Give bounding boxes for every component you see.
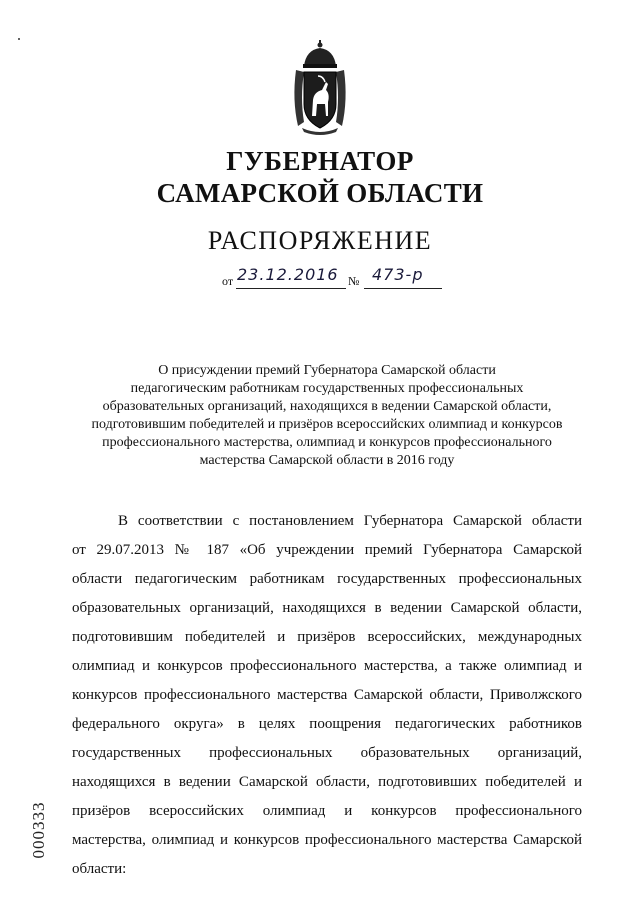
- number-underline: [364, 288, 442, 289]
- registry-stamp: [29, 790, 49, 870]
- subject-line: О присуждении премий Губернатора Самарской области: [158, 363, 496, 378]
- subject-line: подготовившим победителей и призёров всероссийских олимпиад и конкурсов: [91, 417, 563, 432]
- document-body: [72, 507, 582, 884]
- body-line: федерального округа» в целях поощрения педагогических работников: [72, 716, 582, 732]
- scan-speck: [18, 38, 20, 40]
- body-line: области педагогическим работникам государственных профессиональных: [72, 571, 582, 587]
- body-line: олимпиад и конкурсов профессионального мастерства, а также олимпиад и: [72, 658, 582, 674]
- subject-line: профессионального мастерства, олимпиад и конкурсов профессионального: [102, 435, 552, 450]
- body-line: В соответствии с постановлением Губернатора Самарской области: [118, 513, 582, 529]
- body-line: мастерства, олимпиад и конкурсов профессионального мастерства Самарской: [72, 832, 582, 848]
- date-number-line: [222, 265, 442, 292]
- date-underline: [236, 288, 346, 289]
- date-from-label: от: [222, 274, 234, 288]
- body-line: от 29.07.2013 № 187 «Об учреждении премий Губернатора Самарской: [72, 542, 582, 558]
- document-type: РАСПОРЯЖЕНИЕ: [207, 226, 433, 255]
- body-line: конкурсов профессионального мастерства Самарской области, Приволжского: [72, 687, 582, 703]
- handwritten-number: 473-р: [372, 265, 424, 284]
- subject-line: педагогическим работникам государственных профессиональных: [130, 381, 524, 396]
- issuer-region: САМАРСКОЙ ОБЛАСТИ: [156, 178, 484, 208]
- registry-number: 000333: [29, 801, 48, 859]
- body-line: подготовившим победителей и призёров всероссийских, международных: [72, 629, 582, 645]
- body-line: области:: [72, 861, 127, 877]
- body-line: образовательных организаций, находящихся в ведении Самарской области,: [72, 600, 582, 616]
- number-label: №: [348, 274, 360, 288]
- body-line: государственных профессиональных образовательных организаций,: [72, 745, 582, 761]
- body-line: призёров всероссийских олимпиад и конкурсов профессионального: [72, 803, 582, 819]
- samara-coat-of-arms-icon: [290, 40, 350, 136]
- handwritten-date: 23.12.2016: [237, 265, 339, 284]
- issuer-title: ГУБЕРНАТОР: [226, 146, 414, 176]
- subject-line: мастерства Самарской области в 2016 году: [199, 453, 455, 468]
- subject-line: образовательных организаций, находящихся в ведении Самарской области,: [102, 399, 552, 414]
- body-line: находящихся в ведении Самарской области, подготовивших победителей и: [72, 774, 582, 790]
- document-subject: [72, 362, 582, 470]
